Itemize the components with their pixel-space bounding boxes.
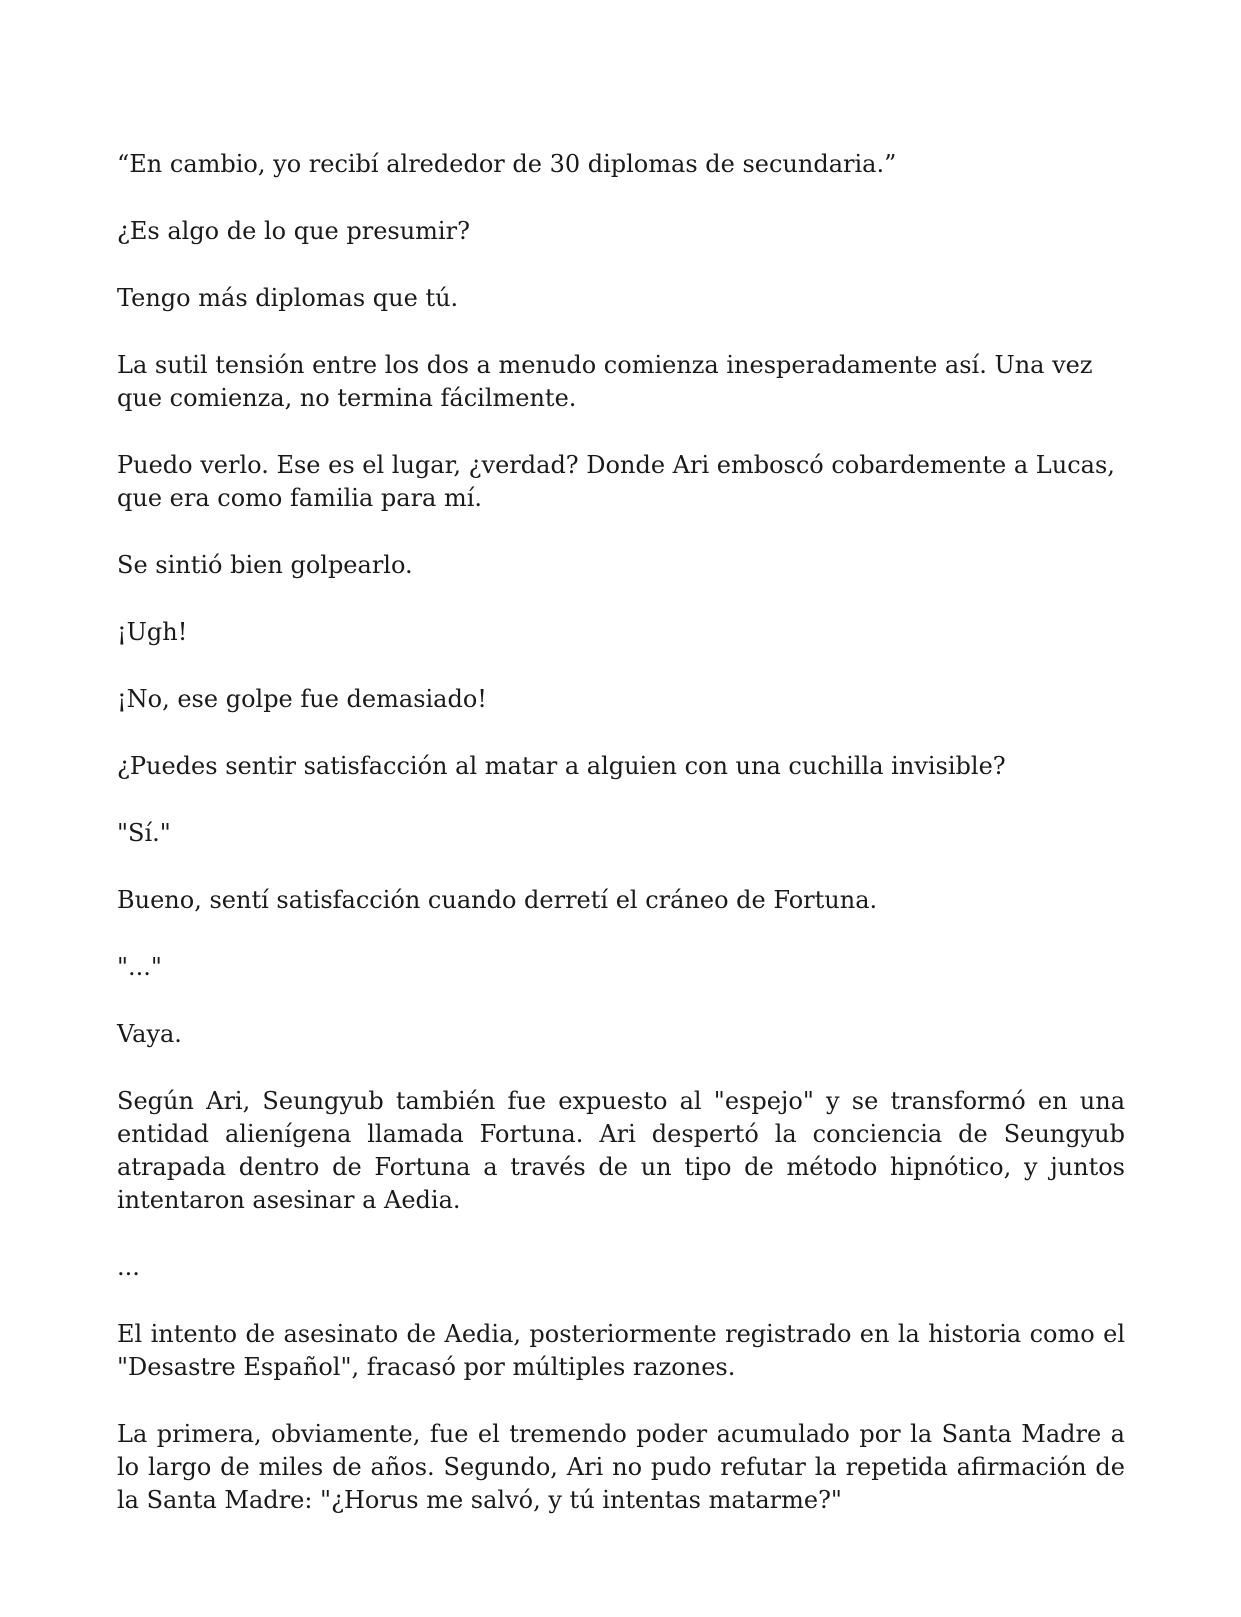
paragraph-1: “En cambio, yo recibí alrededor de 30 diplomas de secundaria.” (117, 150, 897, 178)
paragraph-2: ¿Es algo de lo que presumir? (117, 217, 470, 245)
paragraph-6: Se sintió bien golpearlo. (117, 551, 413, 579)
paragraph-10: "Sí." (117, 819, 171, 847)
paragraph-8: ¡No, ese golpe fue demasiado! (117, 685, 487, 713)
paragraph-15: ... (117, 1253, 140, 1281)
paragraph-17: La primera, obviamente, fue el tremendo poder acumulado por la Santa Madre a lo largo de miles de años. Segundo, Ari no pudo refutar la repetida afirmación de la Santa Madre: "¿Horus me salvó, y tú intentas matarme?" (117, 1420, 1125, 1514)
paragraph-12: "..." (117, 953, 162, 981)
paragraph-14: Según Ari, Seungyub también fue expuesto al "espejo" y se transformó en una entidad alienígena llamada Fortuna. Ari despertó la conciencia de Seungyub atrapada dentro de Fortuna a través de un tipo de método hipnótico, y juntos intentaron asesinar a Aedia. (117, 1087, 1125, 1214)
paragraph-7: ¡Ugh! (117, 618, 188, 646)
paragraph-11: Bueno, sentí satisfacción cuando derretí el cráneo de Fortuna. (117, 886, 878, 914)
paragraph-13: Vaya. (117, 1020, 182, 1048)
document-page (117, 148, 1125, 1551)
paragraph-9: ¿Puedes sentir satisfacción al matar a alguien con una cuchilla invisible? (117, 752, 1006, 780)
paragraph-3: Tengo más diplomas que tú. (117, 284, 459, 312)
paragraph-16: El intento de asesinato de Aedia, posteriormente registrado en la historia como el "Desastre Español", fracasó por múltiples razones. (117, 1320, 1125, 1381)
paragraph-5: Puedo verlo. Ese es el lugar, ¿verdad? Donde Ari emboscó cobardemente a Lucas, que era como familia para mí. (117, 451, 1115, 512)
paragraph-4: La sutil tensión entre los dos a menudo comienza inesperadamente así. Una vez que comienza, no termina fácilmente. (117, 351, 1093, 412)
